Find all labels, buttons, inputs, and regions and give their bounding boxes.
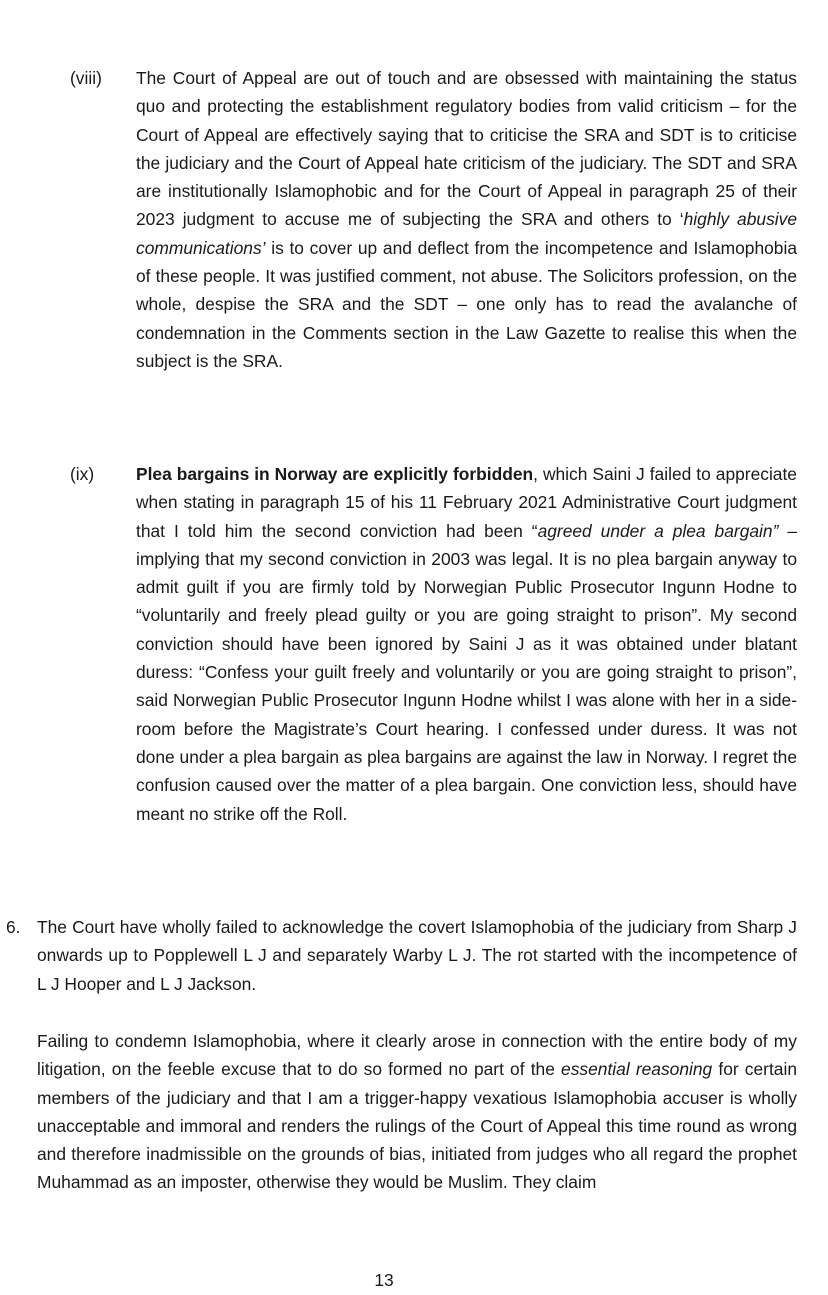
paragraph-6 bbox=[6, 913, 797, 998]
item-ix-text-2: – implying that my second conviction in 2003 was legal. It is no plea bargain anyway to admit guilt if you are firmly told by Norwegian Public Prosecutor Ingunn Hodne to “voluntarily and freely plead guilty or you are going straight to prison”. My second conviction should have been ignored by Saini J as it was obtained under blatant duress: “Confess your guilt freely and voluntarily or you are going straight to prison”, said Norwegian Public Prosecutor Ingunn Hodne whilst I was alone with her in a side-room before the Magistrate’s Court hearing. I confessed under duress. It was not done under a plea bargain as plea bargains are against the law in Norway. I regret the confusion caused over the matter of a plea bargain. One conviction less, should have meant no strike off the Roll. bbox=[136, 520, 798, 824]
paragraph-cont-text-2: for certain members of the judiciary and that I am a trigger-happy vexatious Islamophobia accuser is wholly unacceptable and immoral and renders the rulings of the Court of Appeal this time round as wrong and therefore inadmissible on the grounds of bias, initiated from judges who all regard the prophet Muhammad as an imposter, otherwise they would be Muslim. They claim bbox=[37, 1059, 798, 1193]
item-viii-italic-quote: highly abusive communications’ bbox=[136, 209, 797, 258]
item-label-viii: (viii) bbox=[70, 68, 102, 88]
list-item-ix bbox=[70, 460, 797, 828]
list-item-viii bbox=[70, 64, 797, 375]
paragraph-6-text-block bbox=[37, 913, 797, 998]
paragraph-cont-italic: essential reasoning bbox=[561, 1059, 713, 1080]
item-text-ix bbox=[136, 460, 797, 828]
paragraph-cont-text-1: Failing to condemn Islamophobia, where it clearly arose in connection with the entire body of my litigation, on the feeble excuse that to do so formed no part of the bbox=[37, 1031, 797, 1080]
item-ix-bold-heading: Plea bargains in Norway are explicitly forbidden bbox=[136, 464, 534, 484]
item-text-viii bbox=[136, 64, 797, 375]
item-ix-italic-quote: agreed under a plea bargain” bbox=[537, 520, 779, 541]
item-viii-text-1: The Court of Appeal are out of touch and are obsessed with maintaining the status quo and protecting the establishment regulatory bodies from valid criticism – for the Court of Appeal are effectively saying that to criticise the SRA and SDT is to criticise the judiciary and the Court of Appeal hate criticism of the judiciary. The SDT and SRA are institutionally Islamophobic and for the Court of Appeal in paragraph 25 of their 2023 judgment to accuse me of subjecting the SRA and others to ‘ bbox=[136, 68, 797, 230]
paragraph-6-text: The Court have wholly failed to acknowledge the covert Islamophobia of the judiciary from Sharp J onwards up to Popplewell L J and separately Warby L J. The rot started with the incompetence of L J Hooper and L J Jackson. bbox=[37, 917, 797, 994]
item-label-ix: (ix) bbox=[70, 464, 95, 484]
item-viii-text-2: is to cover up and deflect from the incompetence and Islamophobia of these people. It was justified comment, not abuse. The Solicitors profession, on the whole, despise the SRA and the SDT – one only has to read the avalanche of condemnation in the Comments section in the Law Gazette to realise this when the subject is the SRA. bbox=[136, 237, 797, 371]
paragraph-continuation bbox=[37, 1027, 797, 1197]
paragraph-6-number: 6. bbox=[6, 917, 21, 937]
page-number: 13 bbox=[374, 1270, 394, 1290]
item-ix-text-1: , which Saini J failed to appreciate when stating in paragraph 15 of his 11 February 2021 Administrative Court judgment that I told him the second conviction had been “ bbox=[136, 464, 797, 541]
